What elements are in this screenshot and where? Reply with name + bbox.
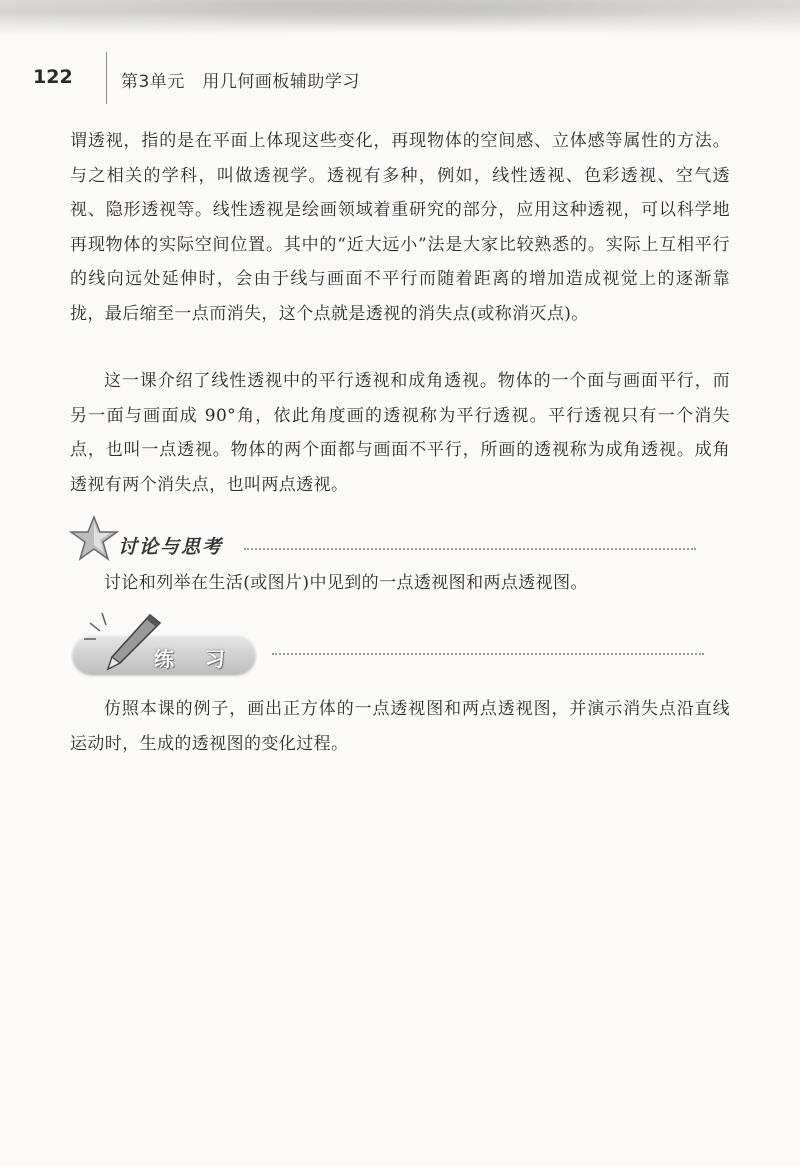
page-header — [0, 52, 800, 100]
exercise-title: 练 习 — [154, 647, 237, 671]
page-number: 122 — [33, 66, 73, 88]
running-title: 第3单元 用几何画板辅助学习 — [121, 72, 360, 92]
discussion-dotted-rule — [244, 548, 696, 550]
exercise-text: 仿照本课的例子，画出正方体的一点透视图和两点透视图，并演示消失点沿直线运动时，生成的透视图的变化过程。 — [70, 699, 730, 754]
header-divider — [106, 52, 107, 104]
discussion-title: 讨论与思考 — [118, 536, 224, 558]
paragraph-2: 这一课介绍了线性透视中的平行透视和成角透视。物体的一个面与画面平行，而另一面与画面成 90°角，依此角度画的透视称为平行透视。平行透视只有一个消失点，也叫一点透视。物体的两个面都与画面不平行，所画的透视称为成角透视。成角透视有两个消失点，也叫两点透视。 — [70, 371, 730, 495]
pencil-icon — [80, 609, 170, 679]
exercise-section — [70, 613, 710, 677]
scan-edge — [0, 0, 800, 40]
exercise-dotted-rule — [272, 653, 704, 655]
paragraph-1: 谓透视，指的是在平面上体现这些变化，再现物体的空间感、立体感等属性的方法。与之相关的学科，叫做透视学。透视有多种，例如，线性透视、色彩透视、空气透视、隐形透视等。线性透视是绘画领域着重研究的部分，应用这种透视，可以科学地再现物体的实际空间位置。其中的“近大远小”法是大家比较熟悉的。实际上互相平行的线向远处延伸时，会由于线与画面不平行而随着距离的增加造成视觉上的逐渐靠拢，最后缩至一点而消失，这个点就是透视的消失点(或称消灭点)。 — [70, 131, 730, 324]
discussion-text: 讨论和列举在生活(或图片)中见到的一点透视图和两点透视图。 — [104, 573, 588, 593]
discussion-section — [70, 520, 710, 570]
star-icon — [68, 514, 122, 564]
